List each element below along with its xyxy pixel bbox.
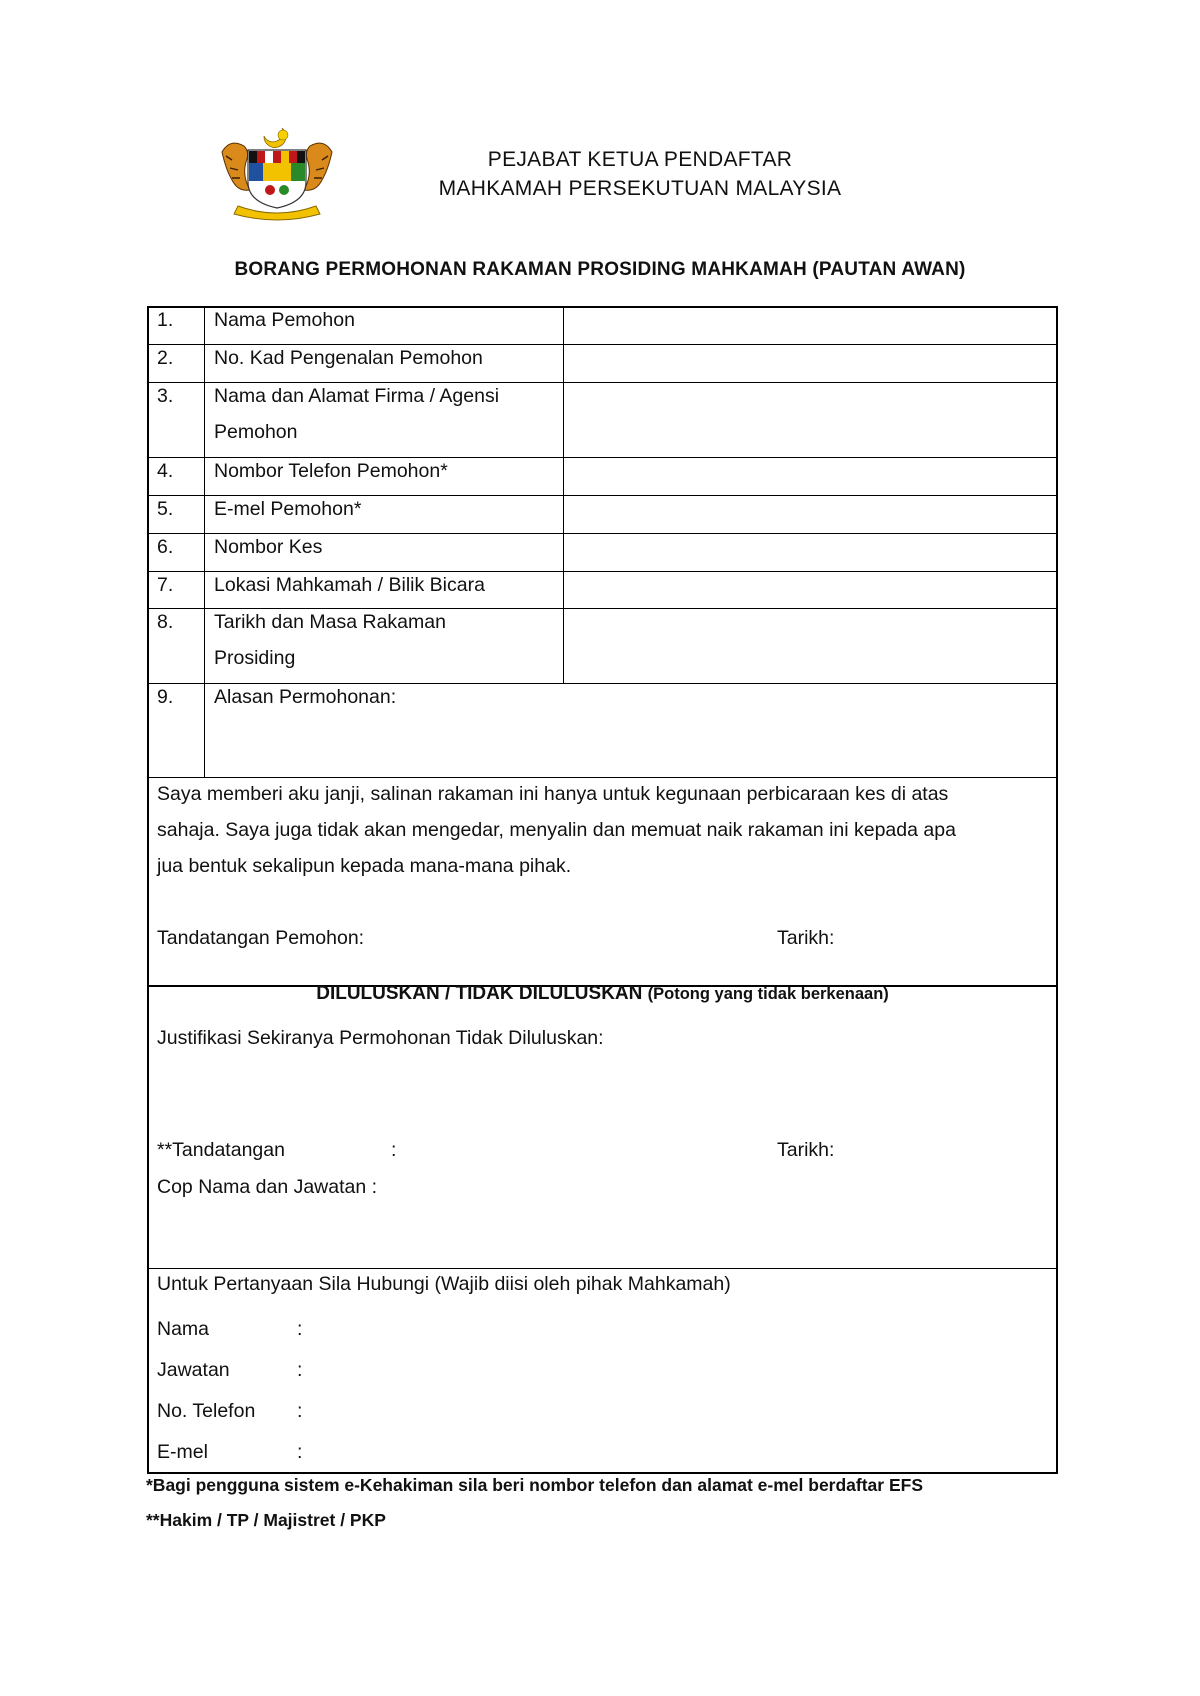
- row-number: 5.: [157, 498, 174, 520]
- applicant-date-label: Tarikh:: [777, 927, 835, 949]
- field-label-reason: Alasan Permohonan:: [214, 686, 397, 708]
- column-divider: [563, 306, 564, 683]
- field-label-ic-number: No. Kad Pengenalan Pemohon: [214, 347, 483, 369]
- court-location-field[interactable]: [565, 573, 1055, 606]
- applicant-name-field[interactable]: [565, 308, 1055, 342]
- footnote-officer: **Hakim / TP / Majistret / PKP: [146, 1510, 386, 1530]
- approval-heading: [147, 983, 1058, 1005]
- contact-email-label: E-mel: [157, 1441, 208, 1463]
- recording-datetime-field[interactable]: [565, 610, 1055, 681]
- court-title: MAHKAMAH PERSEKUTUAN MALAYSIA: [438, 177, 842, 200]
- applicant-signature-label: Tandatangan Pemohon:: [157, 927, 365, 949]
- firm-address-field[interactable]: [565, 384, 1055, 455]
- contact-name-label: Nama: [157, 1318, 210, 1340]
- case-number-field[interactable]: [565, 535, 1055, 569]
- email-field[interactable]: [565, 497, 1055, 531]
- declaration-line-3: jua bentuk sekalipun kepada mana-mana pihak.: [157, 855, 572, 877]
- contact-email-colon: :: [297, 1441, 303, 1463]
- field-label-case-number: Nombor Kes: [214, 536, 323, 558]
- coat-of-arms-logo: [212, 122, 342, 222]
- office-title: PEJABAT KETUA PENDAFTAR: [487, 148, 793, 171]
- officer-signature-colon: :: [391, 1139, 397, 1161]
- contact-heading: Untuk Pertanyaan Sila Hubungi (Wajib diisi oleh pihak Mahkamah): [157, 1273, 731, 1295]
- stamp-label: Cop Nama dan Jawatan :: [157, 1176, 378, 1198]
- approval-status[interactable]: DILULUSKAN / TIDAK DILULUSKAN: [316, 983, 643, 1004]
- footnote-efs: *Bagi pengguna sistem e-Kehakiman sila beri nombor telefon dan alamat e-mel berdaftar EFS: [146, 1475, 923, 1495]
- row-number: 7.: [157, 574, 174, 596]
- row-number: 1.: [157, 309, 174, 331]
- declaration-line-1: Saya memberi aku janji, salinan rakaman ini hanya untuk kegunaan perbicaraan kes di atas: [157, 783, 949, 805]
- field-label-email: E-mel Pemohon*: [214, 498, 362, 520]
- row-number: 8.: [157, 611, 174, 633]
- column-divider: [204, 306, 205, 777]
- row-number: 4.: [157, 460, 174, 482]
- phone-field[interactable]: [565, 459, 1055, 493]
- justification-label: Justifikasi Sekiranya Permohonan Tidak Diluluskan:: [157, 1027, 604, 1049]
- officer-date-label: Tarikh:: [777, 1139, 835, 1161]
- row-number: 9.: [157, 686, 174, 708]
- reason-field[interactable]: [207, 715, 1055, 775]
- field-label-recording-datetime-cont: Prosiding: [214, 647, 296, 669]
- contact-position-colon: :: [297, 1359, 303, 1381]
- contact-phone-label: No. Telefon: [157, 1400, 256, 1422]
- form-title: BORANG PERMOHONAN RAKAMAN PROSIDING MAHKAMAH (PAUTAN AWAN): [234, 259, 966, 280]
- ic-number-field[interactable]: [565, 346, 1055, 380]
- field-label-firm-address: Nama dan Alamat Firma / Agensi: [214, 385, 500, 407]
- declaration-line-2: sahaja. Saya juga tidak akan mengedar, menyalin dan memuat naik rakaman ini kepada apa: [157, 819, 956, 841]
- field-label-recording-datetime: Tarikh dan Masa Rakaman: [214, 611, 446, 633]
- row-number: 6.: [157, 536, 174, 558]
- officer-signature-label: **Tandatangan: [157, 1139, 285, 1161]
- contact-position-label: Jawatan: [157, 1359, 230, 1381]
- field-label-phone: Nombor Telefon Pemohon*: [214, 460, 448, 482]
- field-label-firm-address-cont: Pemohon: [214, 421, 298, 443]
- contact-phone-colon: :: [297, 1400, 303, 1422]
- row-number: 2.: [157, 347, 174, 369]
- field-label-applicant-name: Nama Pemohon: [214, 309, 355, 331]
- contact-name-colon: :: [297, 1318, 303, 1340]
- row-number: 3.: [157, 385, 174, 407]
- approval-note: (Potong yang tidak berkenaan): [647, 985, 889, 1003]
- field-label-court-location: Lokasi Mahkamah / Bilik Bicara: [214, 574, 485, 596]
